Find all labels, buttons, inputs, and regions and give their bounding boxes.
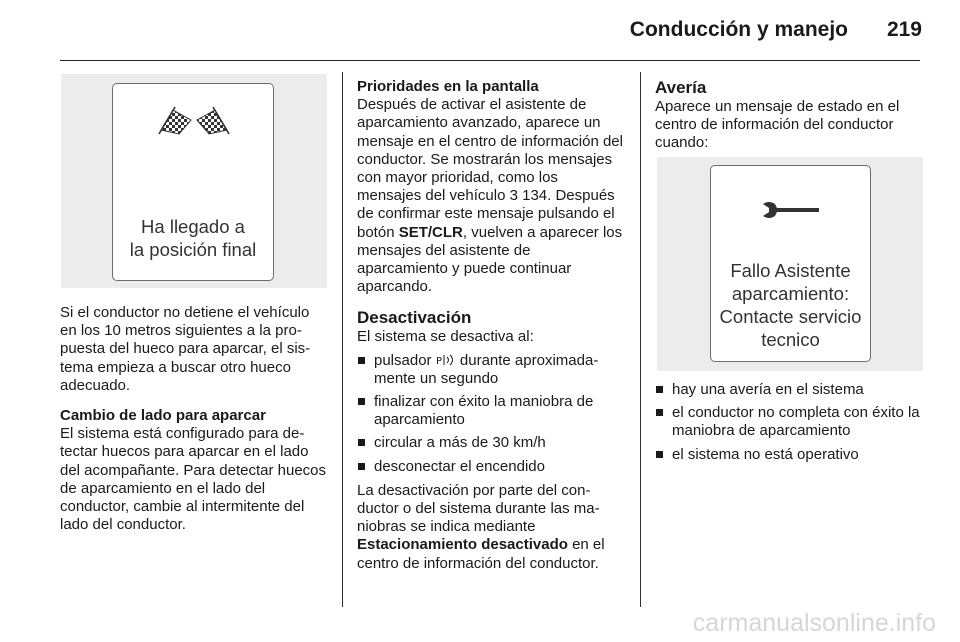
paragraph: Después de activar el asistente de aparcamiento avanzado, aparece un mensaje en el centro de información del conductor. Se mostrarán los mensajes con mayor prioridad, como los mensajes del vehículo 3 134. Después de confirmar este mensaje pulsando el botón SET/CLR, vuelven a aparecer los mensajes del asistente de aparcamiento y puede continuar aparcando. (357, 96, 623, 296)
section-heading: Cambio de lado para aparcar (60, 407, 266, 425)
column-2 (357, 78, 625, 585)
column-3-list (655, 381, 923, 470)
display-line-2: aparcamiento: (731, 283, 850, 304)
display-screen (112, 83, 274, 281)
checkered-flags-icon (157, 104, 231, 136)
page-header-title: Conducción y manejo (629, 18, 848, 41)
section-heading: Avería (655, 78, 707, 97)
button-name: SET/CLR (398, 223, 463, 241)
display-line-1: Fallo Asistente (730, 260, 851, 281)
paragraph: La desactivación por parte del conductor o del sistema durante las maniobras se indica mediante Estacionamiento desactivado en el centro de información del conductor. (357, 481, 605, 572)
watermark: carmanualsonline.info (692, 609, 936, 637)
display-line-4: tecnico (761, 329, 820, 350)
column-divider (342, 72, 343, 607)
figure-system-fault (657, 157, 923, 371)
intro-text: El sistema se desactiva al: (357, 328, 534, 346)
list-item: el sistema no está operativo (655, 446, 923, 464)
list-item: circular a más de 30 km/h (357, 434, 625, 452)
list-item: desconectar el encendido (357, 458, 625, 476)
column-divider (640, 72, 641, 607)
deactivation-list (357, 352, 625, 476)
figure-final-position (61, 74, 327, 288)
reference-arrow: 3 (509, 187, 518, 205)
display-line-1: Ha llegado a (141, 216, 245, 237)
column-1 (60, 304, 330, 546)
list-item: pulsador P durante aproximadamente un segundo (357, 352, 625, 388)
paragraph: Si el conductor no detiene el vehículo en los 10 metros siguientes a la propuesta del hueco para aparcar, el sistema empieza a buscar otro hueco adecuado. (60, 304, 311, 394)
display-line-2: la posición final (129, 239, 257, 260)
parking-assist-icon (436, 353, 456, 367)
header-divider (60, 60, 920, 61)
list-item: finalizar con éxito la maniobra de aparcamiento (357, 393, 625, 429)
display-line-3: Contacte servicio (719, 306, 862, 327)
intro-text: Aparece un mensaje de estado en el centro de información del conductor cuando: (655, 98, 900, 152)
wrench-icon (761, 200, 821, 220)
section-heading: Prioridades en la pantalla (357, 78, 539, 95)
status-message: Estacionamiento desactivado (357, 536, 568, 554)
section-heading: Desactivación (357, 308, 472, 328)
list-item: el conductor no completa con éxito la maniobra de aparcamiento (655, 404, 923, 440)
display-screen (710, 165, 871, 362)
svg-text:P: P (435, 355, 442, 367)
paragraph: El sistema está configurado para detectar huecos para aparcar en el lado del acompañante. Para detectar huecos de aparcamiento en el lado del conductor, cambie al intermitente del lado del conductor. (60, 425, 327, 534)
column-3 (655, 78, 923, 165)
page-number: 219 (886, 18, 922, 41)
list-item: hay una avería en el sistema (655, 381, 923, 399)
fault-conditions-list (655, 381, 923, 464)
